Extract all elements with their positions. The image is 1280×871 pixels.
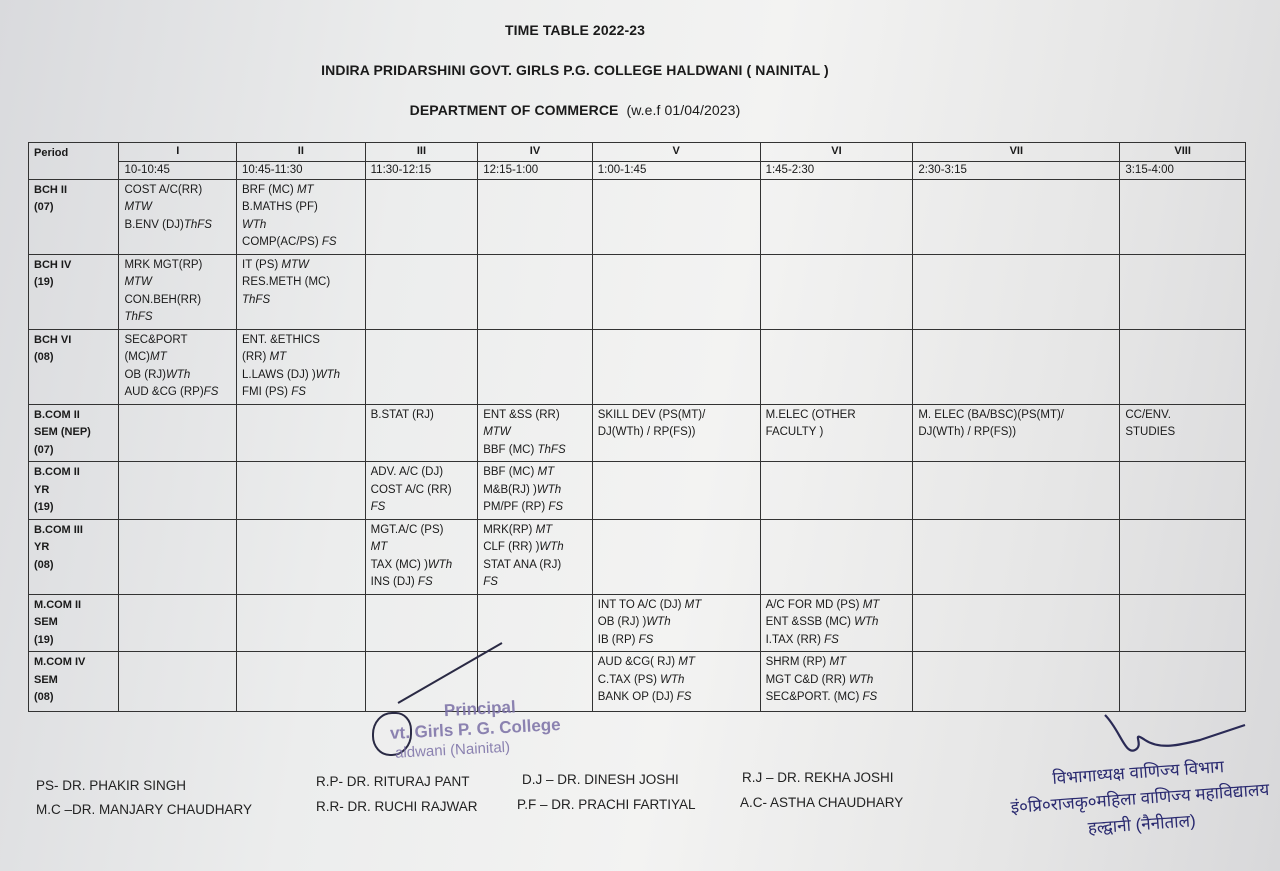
timetable-cell — [760, 179, 913, 254]
class-label-line: (19) — [34, 501, 54, 513]
class-label — [29, 179, 119, 254]
course-entry: MT — [370, 541, 388, 553]
class-label-line: YR — [34, 483, 50, 496]
class-label-line: (07) — [34, 443, 54, 456]
class-label-line: BCH IV — [34, 258, 72, 271]
class-label — [29, 254, 119, 329]
class-label — [29, 404, 119, 462]
course-entry: MRK(RP) MT — [483, 523, 553, 536]
timetable-cell — [592, 462, 760, 520]
timetable-cell — [119, 404, 237, 462]
period-number: VI — [760, 143, 913, 162]
timetable-cell — [237, 652, 366, 712]
timetable-row — [29, 519, 1246, 594]
hod-stamp-line: हल्द्वानी (नैनीताल) — [1087, 811, 1197, 838]
timetable-cell — [760, 519, 913, 594]
timetable-cell — [760, 254, 913, 329]
timetable-cell — [478, 594, 593, 652]
timetable-cell — [592, 254, 760, 329]
course-entry: DJ(WTh) / RP(FS)) — [597, 426, 696, 438]
class-label-line: SEM — [34, 616, 58, 628]
timetable-row — [29, 254, 1246, 329]
class-label — [29, 652, 119, 712]
legend-item: R.P- DR. RITURAJ PANT — [316, 774, 470, 789]
course-entry: ENT &SSB (MC) WTh — [765, 616, 879, 628]
period-number: I — [119, 143, 237, 162]
course-entry: (RR) MT — [242, 351, 287, 363]
class-label-line: (19) — [34, 633, 54, 646]
timetable-row — [29, 462, 1246, 520]
timetable-cell — [1120, 179, 1246, 254]
timetable-cell — [913, 329, 1120, 404]
period-number: VIII — [1120, 143, 1246, 162]
legend-item: R.R- DR. RUCHI RAJWAR — [316, 799, 478, 814]
course-entry: I.TAX (RR) FS — [765, 633, 839, 646]
course-entry: BRF (MC) MT — [242, 183, 314, 196]
principal-stamp — [369, 695, 563, 765]
timetable-cell — [913, 179, 1120, 254]
timetable-cell — [913, 519, 1120, 594]
class-label — [29, 329, 119, 404]
period-header-row — [29, 143, 1246, 162]
time-slot: 12:15-1:00 — [478, 161, 593, 179]
timetable-cell — [1120, 652, 1246, 712]
class-label-line: (08) — [34, 558, 54, 571]
course-entry: ENT &SS (RR) — [483, 408, 560, 421]
time-slot: 3:15-4:00 — [1120, 161, 1246, 179]
timetable-cell — [237, 329, 366, 404]
course-entry: FMI (PS) FS — [242, 386, 306, 398]
timetable-cell — [1120, 462, 1246, 520]
timetable-body — [29, 179, 1246, 712]
timetable-cell — [365, 519, 478, 594]
timetable-cell — [237, 594, 366, 652]
legend-item: D.J – DR. DINESH JOSHI — [522, 772, 679, 787]
timetable-cell — [1120, 404, 1246, 462]
timetable-cell — [592, 594, 760, 652]
stamp-line: aldwani (Nainital) — [394, 738, 511, 762]
course-entry: B.ENV (DJ)ThFS — [124, 218, 212, 231]
legend-item: A.C- ASTHA CHAUDHARY — [740, 795, 904, 810]
period-label: Period — [29, 143, 119, 180]
course-entry: MGT.A/C (PS) — [370, 523, 444, 536]
course-entry: SKILL DEV (PS(MT)/ — [597, 408, 706, 421]
course-entry: OB (RJ)WTh — [124, 368, 191, 381]
timetable-cell — [1120, 329, 1246, 404]
timetable-cell — [592, 179, 760, 254]
hod-stamp-line: इं०प्रि०राजकृ०महिला वाणिज्य महाविद्यालय — [1010, 779, 1270, 818]
timetable-row — [29, 594, 1246, 652]
timetable-cell — [119, 329, 237, 404]
hod-stamp-line: विभागाध्यक्ष वाणिज्य विभाग — [1051, 757, 1225, 789]
course-entry: FS — [483, 576, 498, 588]
class-label — [29, 594, 119, 652]
timetable-cell — [237, 462, 366, 520]
course-entry: MTW — [124, 201, 152, 213]
course-entry: B.MATHS (PF) — [242, 201, 318, 213]
timetable-cell — [913, 254, 1120, 329]
class-label-line: M.COM IV — [34, 656, 86, 668]
time-slot-row — [29, 161, 1246, 179]
timetable-cell — [478, 404, 593, 462]
course-entry: MRK MGT(RP) — [124, 258, 203, 271]
course-entry: MTW — [124, 276, 152, 288]
course-entry: ThFS — [242, 293, 271, 306]
timetable-cell — [365, 254, 478, 329]
period-number: IV — [478, 143, 593, 162]
college-name: INDIRA PRIDARSHINI GOVT. GIRLS P.G. COLLEGE HALDWANI ( NAINITAL ) — [321, 62, 829, 78]
stamp-line: vt. Girls P. G. College — [389, 715, 562, 743]
class-label — [29, 519, 119, 594]
course-entry: BBF (MC) MT — [483, 466, 555, 478]
timetable-cell — [1120, 594, 1246, 652]
course-entry: MTW — [483, 426, 511, 438]
course-entry: AUD &CG (RP)FS — [124, 386, 219, 398]
course-entry: ADV. A/C (DJ) — [370, 466, 444, 478]
timetable-cell — [592, 652, 760, 712]
timetable-cell — [913, 404, 1120, 462]
time-slot: 1:00-1:45 — [592, 161, 760, 179]
course-entry: C.TAX (PS) WTh — [597, 673, 685, 686]
timetable-cell — [1120, 519, 1246, 594]
timetable-cell — [365, 594, 478, 652]
timetable-cell — [365, 329, 478, 404]
timetable-cell — [237, 404, 366, 462]
legend-item: M.C –DR. MANJARY CHAUDHARY — [36, 802, 253, 817]
timetable-cell — [478, 519, 593, 594]
timetable-cell — [237, 179, 366, 254]
timetable-cell — [478, 179, 593, 254]
time-slot: 11:30-12:15 — [365, 161, 478, 179]
course-entry: WTh — [242, 218, 267, 231]
department-heading — [0, 102, 1150, 118]
timetable-cell — [478, 462, 593, 520]
course-entry: STUDIES — [1125, 426, 1176, 438]
course-entry: IB (RP) FS — [597, 633, 654, 646]
course-entry: RES.METH (MC) — [242, 276, 331, 288]
course-entry: CLF (RR) )WTh — [483, 541, 564, 553]
course-entry: M.ELEC (OTHER — [765, 408, 856, 421]
time-slot: 2:30-3:15 — [913, 161, 1120, 179]
course-entry: DJ(WTh) / RP(FS)) — [918, 426, 1017, 438]
course-entry: SEC&PORT — [124, 333, 188, 346]
timetable-cell — [592, 329, 760, 404]
timetable-cell — [592, 404, 760, 462]
class-label-line: SEM — [34, 673, 58, 686]
timetable-row — [29, 652, 1246, 712]
page-title: TIME TABLE 2022-23 — [504, 22, 646, 38]
effective-date: (w.e.f 01/04/2023) — [626, 102, 741, 118]
timetable-cell — [913, 594, 1120, 652]
class-label-line: (08) — [34, 351, 54, 363]
timetable-cell — [119, 462, 237, 520]
course-entry: M&B(RJ) )WTh — [483, 483, 562, 496]
course-entry: INS (DJ) FS — [370, 576, 433, 588]
legend-item: R.J – DR. REKHA JOSHI — [742, 770, 894, 785]
timetable-cell — [365, 179, 478, 254]
timetable-cell — [119, 519, 237, 594]
hod-stamp — [1003, 751, 1278, 848]
timetable-cell — [592, 519, 760, 594]
legend-item: P.F – DR. PRACHI FARTIYAL — [517, 797, 696, 812]
class-label-line: (08) — [34, 691, 54, 703]
timetable-cell — [119, 179, 237, 254]
course-entry: IT (PS) MTW — [242, 258, 309, 271]
timetable-cell — [119, 594, 237, 652]
timetable-cell — [119, 254, 237, 329]
course-entry: L.LAWS (DJ) )WTh — [242, 368, 340, 381]
course-entry: SEC&PORT. (MC) FS — [765, 691, 878, 703]
class-label-line: (19) — [34, 276, 54, 288]
class-label-line: B.COM III — [34, 523, 83, 536]
course-entry: OB (RJ) )WTh — [597, 616, 671, 628]
class-label — [29, 462, 119, 520]
course-entry: PM/PF (RP) FS — [483, 501, 564, 513]
class-label-line: B.COM II — [34, 408, 80, 421]
timetable — [28, 142, 1246, 712]
legend-item: PS- DR. PHAKIR SINGH — [36, 778, 187, 793]
timetable-cell — [237, 519, 366, 594]
course-entry: BANK OP (DJ) FS — [597, 691, 692, 703]
timetable-cell — [365, 404, 478, 462]
timetable-cell — [913, 652, 1120, 712]
timetable-cell — [478, 329, 593, 404]
timetable-row — [29, 329, 1246, 404]
time-slot: 10-10:45 — [119, 161, 237, 179]
timetable-cell — [1120, 254, 1246, 329]
course-entry: COST A/C (RR) — [370, 483, 452, 496]
timetable-cell — [119, 652, 237, 712]
class-label-line: BCH II — [34, 183, 67, 196]
timetable-cell — [237, 254, 366, 329]
course-entry: CC/ENV. — [1125, 408, 1171, 421]
class-label-line: YR — [34, 541, 50, 553]
course-entry: A/C FOR MD (PS) MT — [765, 598, 880, 611]
class-label-line: (07) — [34, 201, 54, 213]
course-entry: INT TO A/C (DJ) MT — [597, 598, 702, 611]
stamp-line: Principal — [443, 697, 517, 721]
course-entry: TAX (MC) )WTh — [370, 558, 453, 571]
timetable-cell — [365, 462, 478, 520]
class-label-line: B.COM II — [34, 466, 80, 478]
timetable-row — [29, 179, 1246, 254]
period-number: V — [592, 143, 760, 162]
period-number: II — [237, 143, 366, 162]
course-entry: B.STAT (RJ) — [370, 408, 434, 421]
course-entry: FACULTY ) — [765, 426, 824, 438]
course-entry: COST A/C(RR) — [124, 183, 203, 196]
course-entry: FS — [370, 501, 386, 513]
time-slot: 10:45-11:30 — [237, 161, 366, 179]
time-slot: 1:45-2:30 — [760, 161, 913, 179]
timetable-cell — [478, 254, 593, 329]
course-entry: AUD &CG( RJ) MT — [597, 656, 695, 668]
department-name: DEPARTMENT OF COMMERCE — [409, 102, 619, 118]
class-label-line: M.COM II — [34, 598, 82, 611]
course-entry: ThFS — [124, 311, 153, 323]
course-entry: MGT C&D (RR) WTh — [765, 673, 874, 686]
course-entry: CON.BEH(RR) — [124, 293, 202, 306]
period-number: III — [365, 143, 478, 162]
timetable-cell — [913, 462, 1120, 520]
course-entry: COMP(AC/PS) FS — [242, 236, 337, 248]
timetable-cell — [760, 404, 913, 462]
class-label-line: BCH VI — [34, 333, 72, 346]
course-entry: BBF (MC) ThFS — [483, 443, 566, 456]
course-entry: (MC)MT — [124, 351, 167, 363]
timetable-cell — [760, 652, 913, 712]
timetable-cell — [760, 594, 913, 652]
period-number: VII — [913, 143, 1120, 162]
course-entry: STAT ANA (RJ) — [483, 558, 562, 571]
timetable-row — [29, 404, 1246, 462]
class-label-line: SEM (NEP) — [34, 426, 91, 438]
timetable-cell — [760, 462, 913, 520]
course-entry: ENT. &ETHICS — [242, 333, 320, 346]
course-entry: SHRM (RP) MT — [765, 656, 847, 668]
course-entry: M. ELEC (BA/BSC)(PS(MT)/ — [918, 408, 1064, 421]
timetable-cell — [760, 329, 913, 404]
